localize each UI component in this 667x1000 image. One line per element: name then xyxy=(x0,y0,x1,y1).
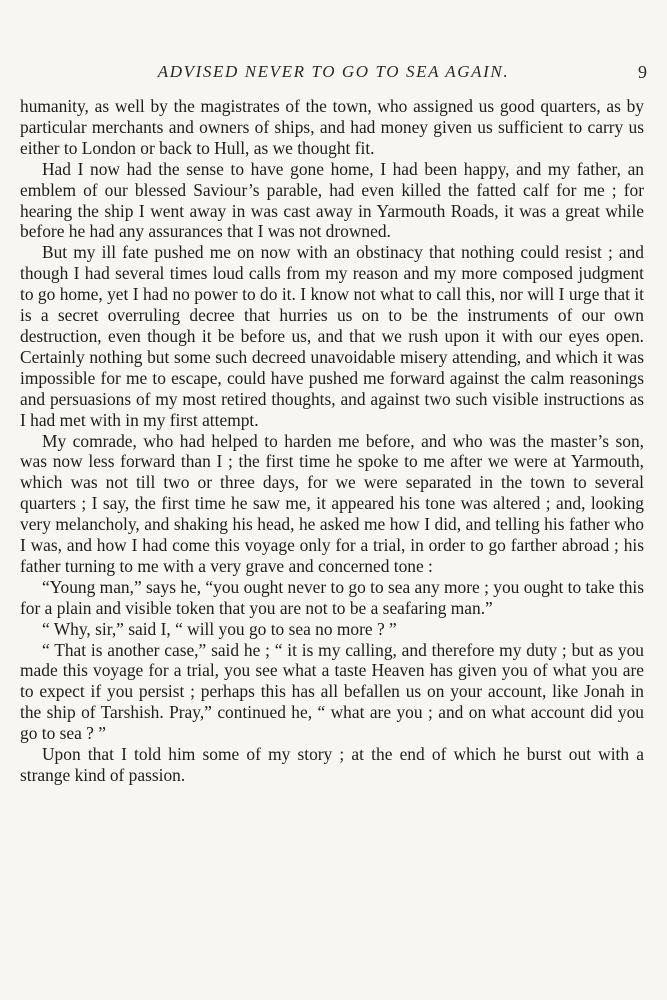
running-title: ADVISED NEVER TO GO TO SEA AGAIN. xyxy=(157,62,510,81)
body-text xyxy=(20,96,644,786)
paragraph-ill-fate: But my ill fate pushed me on now with an obstinacy that nothing could resist ; and though I had several times loud calls from my reason and my more composed judgment to go home, yet I had no power to do it. I know not what to call this, nor will I urge that it is a secret overruling decree that hurries us on to be the instruments of our own destruction, even though it be before us, and that we rush upon it with our eyes open. Certainly nothing but some such decreed unavoidable misery attending, and which it was impossible for me to escape, could have pushed me forward against the calm reasonings and persuasions of my most retired thoughts, and against two such visible instructions as I had met with in my first attempt. xyxy=(20,242,644,430)
paragraph-why-sir: “ Why, sir,” said I, “ will you go to sea no more ? ” xyxy=(42,618,397,639)
paragraph-young-man: “Young man,” says he, “you ought never to go to sea any more ; you ought to take this for a plain and visible token that you are not to be a seafaring man.” xyxy=(20,576,644,618)
paragraph-continuation: humanity, as well by the magistrates of the town, who assigned us good quarters, as by particular merchants and owners of ships, and had money given us sufficient to carry us either to London or back to Hull, as we thought fit. xyxy=(20,96,644,158)
paragraph-another-case: “ That is another case,” said he ; “ it is my calling, and therefore my duty ; but as you made this voyage for a trial, you see what a taste Heaven has given you of what you are to expect if you persist ; perhaps this has all befallen us on your account, like Jonah in the ship of Tarshish. Pray,” continued he, “ what are you ; and on what account did you go to sea ? ” xyxy=(20,639,644,744)
page-number: 9 xyxy=(638,62,647,82)
running-head xyxy=(20,62,647,88)
paragraph-gone-home: Had I now had the sense to have gone home, I had been happy, and my father, an emblem of our blessed Saviour’s parable, had even killed the fatted calf for me ; for hearing the ship I went away in was cast away in Yarmouth Roads, it was a great while before he had any assurances that I was not drowned. xyxy=(20,158,644,242)
paragraph-told-story: Upon that I told him some of my story ; at the end of which he burst out with a strange kind of passion. xyxy=(20,744,644,785)
paragraph-comrade: My comrade, who had helped to harden me before, and who was the master’s son, was now less forward than I ; the first time he spoke to me after we were at Yarmouth, which was not till two or three days, for we were separated in the town to several quarters ; I say, the first time he saw me, it appeared his tone was altered ; and, looking very melancholy, and shaking his head, he asked me how I did, and telling his father who I was, and how I had come this voyage only for a trial, in order to go farther abroad ; his father turning to me with a very grave and concerned tone : xyxy=(20,430,644,576)
